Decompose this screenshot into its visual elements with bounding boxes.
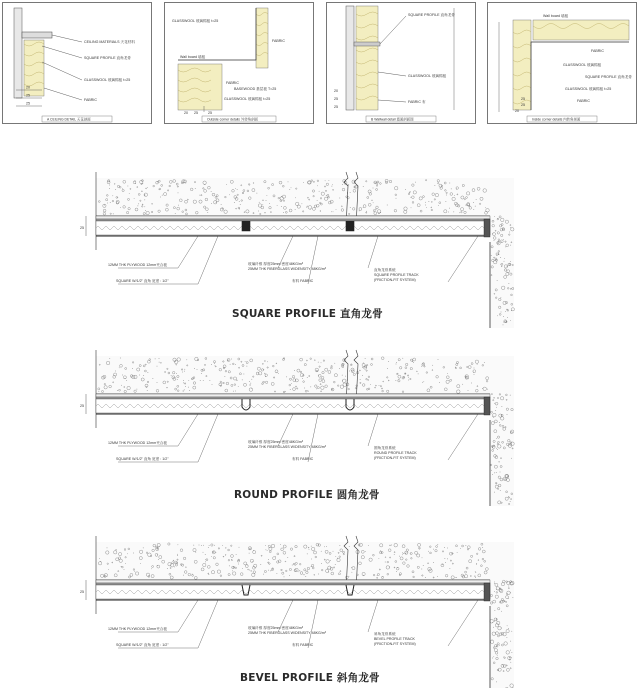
plywood-layer	[96, 394, 490, 397]
wall-block	[178, 64, 222, 110]
thumb2-dim-0: 20	[184, 111, 188, 115]
thumb4-dim-0: 20	[515, 109, 519, 113]
corner-profile	[484, 397, 490, 415]
thumb1-caption: A CEILING DETAIL 天花剖面	[47, 117, 91, 122]
label-profile: SQUARE W/1/2" 直角 宽度 : 1/2"	[116, 279, 169, 283]
thumb4-label-3: SQUARE PROFILE 直角龙骨	[585, 75, 632, 79]
label-track-cn: 圆角龙骨系统	[374, 446, 396, 450]
thumb4-dim-2: 25	[521, 97, 525, 101]
thumbnail-row	[0, 0, 638, 126]
thumb2-label-5: GLASSWOOL 玻璃棉板 t=25	[224, 97, 271, 101]
concrete-wall	[490, 542, 514, 688]
thumb3-label-0: SQUARE PROFILE 直角龙骨	[408, 13, 455, 17]
ceiling-strip	[22, 32, 52, 38]
thumb1-label-0: CEILING MATERIALS 天花材料	[84, 40, 135, 44]
corner-post	[256, 8, 268, 68]
thumb4-label-1: FABRIC	[591, 49, 604, 53]
concrete-wall	[490, 178, 514, 328]
inside-top-wool	[533, 20, 629, 40]
concrete-slab	[96, 542, 490, 580]
label-fiberglass-cn: 玻璃纤维 厚度25mm 密度48KG/m³	[248, 440, 304, 444]
corner-profile	[484, 583, 490, 601]
label-fiberglass-en: 25MM THK FIBERGLASS W/DENSITY 48KG/m³	[248, 267, 326, 271]
label-fiberglass-en: 25MM THK FIBERGLASS W/DENSITY 48KG/m³	[248, 631, 326, 635]
section-title-round: ROUND PROFILE 圆角龙骨	[234, 489, 380, 501]
label-fabric: 布料 FABRIC	[292, 457, 314, 461]
corner-profile	[484, 219, 490, 237]
thumbnail-outside-corner	[164, 2, 314, 124]
fiberglass-layer	[96, 585, 490, 599]
section-title-bevel: BEVEL PROFILE 斜角龙骨	[240, 672, 380, 684]
thumb2-dim-1: 25	[194, 111, 198, 115]
concrete-wall	[14, 8, 22, 98]
thumb1-dim-2: 25	[26, 101, 30, 106]
label-track-cn: 直角龙骨系统	[374, 268, 396, 272]
thumb1-label-1: SQUARE PROFILE 直角龙骨	[84, 56, 131, 60]
label-profile: SQUARE W/1/2" 直角 宽度 : 1/2"	[116, 457, 169, 461]
profile-track	[96, 583, 490, 585]
section-bevel-profile	[78, 532, 518, 688]
thumb1-dim-0: 20	[26, 85, 30, 90]
thumb4-label-0: Wall board 墙板	[543, 14, 569, 18]
label-fiberglass-cn: 玻璃纤维 厚度25mm 密度48KG/m³	[248, 626, 304, 630]
thumb4-caption: Inside corner details 内转角剖面	[532, 117, 581, 122]
thumb2-label-0: GLASSWOOL 玻璃棉板 t=25	[172, 19, 219, 23]
thumb3-caption: B Wallwall detail 墙面剖面图	[371, 117, 414, 122]
label-track-en: BEVEL PROFILE TRACK	[374, 637, 415, 641]
thumb1-label-3: FABRIC	[84, 98, 97, 102]
thumb4-label-2: GLASSWOOL 玻璃棉板	[563, 63, 602, 67]
thumb1-label-2: GLASSWOOL 玻璃棉板 t=25	[84, 78, 131, 82]
concrete-wall	[490, 356, 514, 506]
fiberglass-layer	[96, 399, 490, 413]
thumb4-label-5: FABRIC	[577, 99, 590, 103]
section-round-profile	[78, 346, 518, 506]
label-system: (FRICTION-FIT SYSTEM)	[374, 642, 416, 646]
thumb2-label-4: FABRIC	[226, 81, 239, 85]
label-fabric: 布料 FABRIC	[292, 643, 314, 647]
profile-track	[96, 397, 490, 399]
label-fiberglass-en: 25MM THK FIBERGLASS W/DENSITY 48KG/m³	[248, 445, 326, 449]
thumb2-caption: Outside corner details 外转角剖面	[207, 117, 258, 122]
thumb3-label-1: GLASSWOOL 玻璃棉板	[408, 74, 447, 78]
plywood-layer	[96, 216, 490, 219]
thumb2-label-1: FABRIC	[272, 39, 285, 43]
thumb2-dim-2: 25	[208, 111, 212, 115]
label-plywood: 12MM THK PLYWOOD 12mm夹合板	[108, 441, 167, 445]
label-system: (FRICTION-FIT SYSTEM)	[374, 278, 416, 282]
thumb4-dim-1: 25	[521, 103, 525, 107]
thumb2-label-2: Wall board 墙板	[180, 55, 206, 59]
label-track-cn: 斜角龙骨系统	[374, 632, 396, 636]
label-plywood: 12MM THK PLYWOOD 12mm夹合板	[108, 263, 167, 267]
label-fabric: 布料 FABRIC	[292, 279, 314, 283]
thumb3-dim-1: 25	[334, 97, 338, 101]
thumb3-dim-0: 20	[334, 89, 338, 93]
profile-track	[96, 219, 490, 221]
wall-glasswool	[356, 6, 378, 110]
thumb1-dim-1: 25	[26, 93, 30, 98]
profile-joint	[242, 221, 250, 231]
label-profile: SQUARE W/1/2" 直角 宽度 : 1/2"	[116, 643, 169, 647]
thumb4-label-4: GLASSWOOL 玻璃棉板 t=25	[565, 87, 612, 91]
thumbnail-ceiling-detail	[2, 2, 152, 124]
section-square-profile	[78, 168, 518, 328]
thumbnail-inside-corner	[487, 2, 637, 124]
section-dim: 25	[80, 226, 84, 230]
plywood-layer	[96, 580, 490, 583]
profile-joint	[346, 221, 354, 231]
thumbnail-wall-detail	[326, 2, 476, 124]
label-fiberglass-cn: 玻璃纤维 厚度25mm 密度48KG/m³	[248, 262, 304, 266]
concrete-slab	[96, 178, 490, 216]
label-plywood: 12MM THK PLYWOOD 12mm夹合板	[108, 627, 167, 631]
section-dim: 25	[80, 404, 84, 408]
wall-concrete	[346, 6, 354, 110]
section-dim: 25	[80, 590, 84, 594]
section-title-square: SQUARE PROFILE 直角龙骨	[232, 308, 383, 320]
label-system: (FRICTION-FIT SYSTEM)	[374, 456, 416, 460]
thumb2-label-3: BASEWOOD 基层板 T=25	[234, 87, 277, 91]
thumb3-label-2: FABRIC 布	[408, 100, 426, 104]
fiberglass-layer	[96, 221, 490, 235]
label-track-en: SQUARE PROFILE TRACK	[374, 273, 419, 277]
label-track-en: ROUND PROFILE TRACK	[374, 451, 417, 455]
thumb3-dim-2: 25	[334, 105, 338, 109]
